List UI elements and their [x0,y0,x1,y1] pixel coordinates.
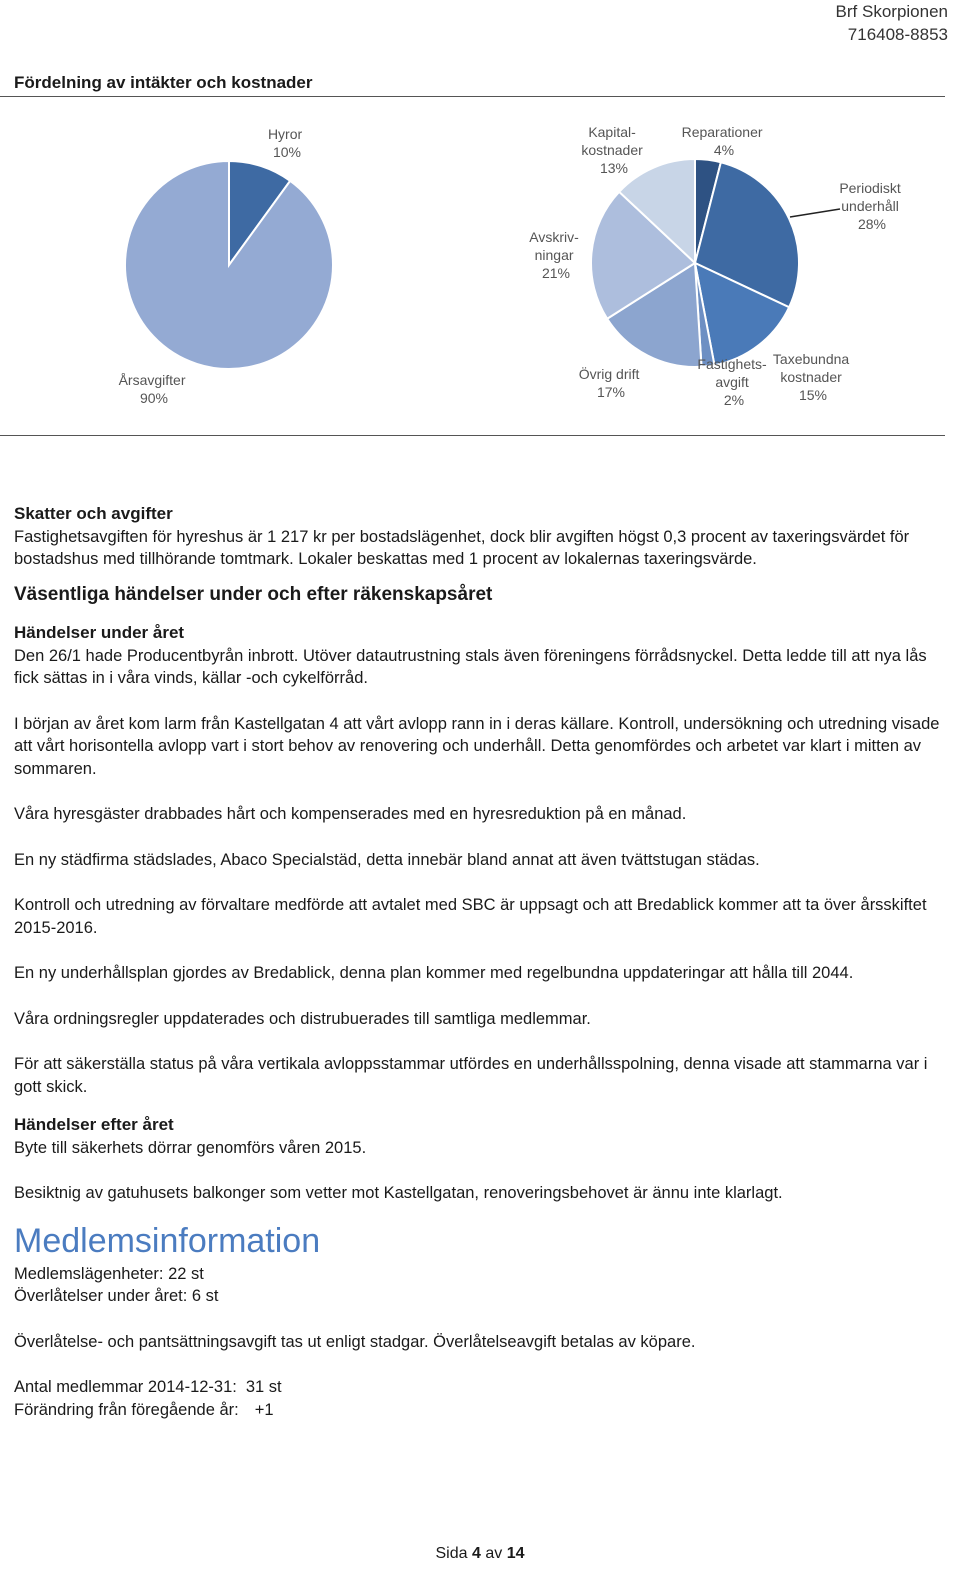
leader-line-periodiskt [790,209,840,217]
event-paragraph: För att säkerställa status på våra vertikala avloppsstammar utfördes en underhållsspolning, denna visade att stammarna var i gott skick. [14,1055,928,1096]
event-paragraph: I början av året kom larm från Kastellgatan 4 att vårt avlopp rann in i deras källare. Kontroll, undersökning och utredning visade att vårt horisontella avlopp vart i stort behov av renovering och underhåll. Detta genomfördes och arbetet var klart i mitten av sommaren. [14,714,940,778]
members-heading: Medlemsinformation [14,1221,321,1260]
section-title: Fördelning av intäkter och kostnader [14,73,313,92]
event-paragraph: En ny städfirma städslades, Abaco Specialstäd, detta innebär bland annat att även tvättstugan städas. [14,850,760,869]
members-change [14,1399,949,1422]
org-name: Brf Skorpionen [835,2,948,21]
events-heading: Väsentliga händelser under och efter räkenskapsåret [14,583,493,605]
footer-prefix: Sida [435,1545,468,1562]
report-body [14,503,949,1421]
pie-slice-rsavgifter [125,161,333,369]
event-after-paragraph: Besiktnig av gatuhusets balkonger som vetter mot Kastellgatan, renoveringsbehovet är ännu inte klarlagt. [14,1184,783,1202]
org-number: 716408-8853 [847,25,948,44]
members-count-label: Antal medlemmar 2014-12-31: [14,1378,237,1396]
events-during-heading: Händelser under året [14,623,185,642]
members-count [14,1376,949,1399]
members-apartments: Medlemslägenheter: 22 st [14,1264,204,1283]
divider-bottom [0,435,945,436]
label-taxebundna: Taxebundna kostnader 15% [772,351,850,403]
label-periodiskt: Periodiskt underhåll 28% [839,180,901,232]
members-count-value: 31 st [245,1378,282,1396]
taxes-heading: Skatter och avgifter [14,504,173,523]
members-transfers: Överlåtelser under året: 6 st [14,1287,219,1305]
members-fees: Överlåtelse- och pantsättningsavgift tas ut enligt stadgar. Överlåtelseavgift betalas av köpare. [14,1332,696,1351]
events-after-heading: Händelser efter året [14,1115,174,1134]
org-header [836,0,948,46]
footer-total: 14 [506,1545,525,1562]
label-reparationer: Reparationer 4% [681,124,763,158]
event-paragraph: Kontroll och utredning av förvaltare medförde att avtalet med SBC är uppsagt och att Bredablick kommer att ta över årsskiftet 2015-2016. [14,896,927,937]
label-avskrivningar: Avskriv- ningar 21% [529,229,579,281]
label-ovrig-drift: Övrig drift 17% [578,366,640,400]
distribution-charts [0,97,960,435]
cost-pie [591,159,799,367]
income-pie [125,161,333,369]
event-paragraph: En ny underhållsplan gjordes av Bredablick, denna plan kommer med regelbundna uppdateringar att hålla till 2044. [14,964,854,982]
event-after-paragraph: Byte till säkerhets dörrar genomförs våren 2015. [14,1138,367,1157]
label-fastighetsavgift: Fastighets- avgift 2% [697,356,767,408]
taxes-text: Fastighetsavgiften för hyreshus är 1 217 kr per bostadslägenhet, dock blir avgiften högst 0,3 procent av taxeringsvärdet för bostadshus med tillhörande tomtmark. Lokaler beskattas med 1 procent av lokalernas taxeringsvärde. [14,527,910,568]
event-paragraph: Våra hyresgäster drabbades hårt och kompenserades med en hyresreduktion på en månad. [14,805,687,823]
label-hyror: Hyror 10% [267,126,303,160]
members-change-label: Förändring från föregående år: [14,1400,239,1419]
label-kapitalkostnader: Kapital- kostnader 13% [581,124,643,176]
label-arsavgifter: Årsavgifter 90% [118,372,186,406]
footer-page: 4 [471,1545,481,1562]
members-change-value: +1 [254,1400,274,1419]
page-footer [0,1545,960,1563]
event-paragraph: Våra ordningsregler uppdaterades och distrubuerades till samtliga medlemmar. [14,1009,591,1028]
event-paragraph: Den 26/1 hade Producentbyrån inbrott. Utöver datautrustning stals även föreningens förrådsnyckel. Detta ledde till att nya lås fick sättas in i våra vinds, källar -och cykelförråd. [14,646,927,687]
footer-sep: av [485,1545,503,1562]
